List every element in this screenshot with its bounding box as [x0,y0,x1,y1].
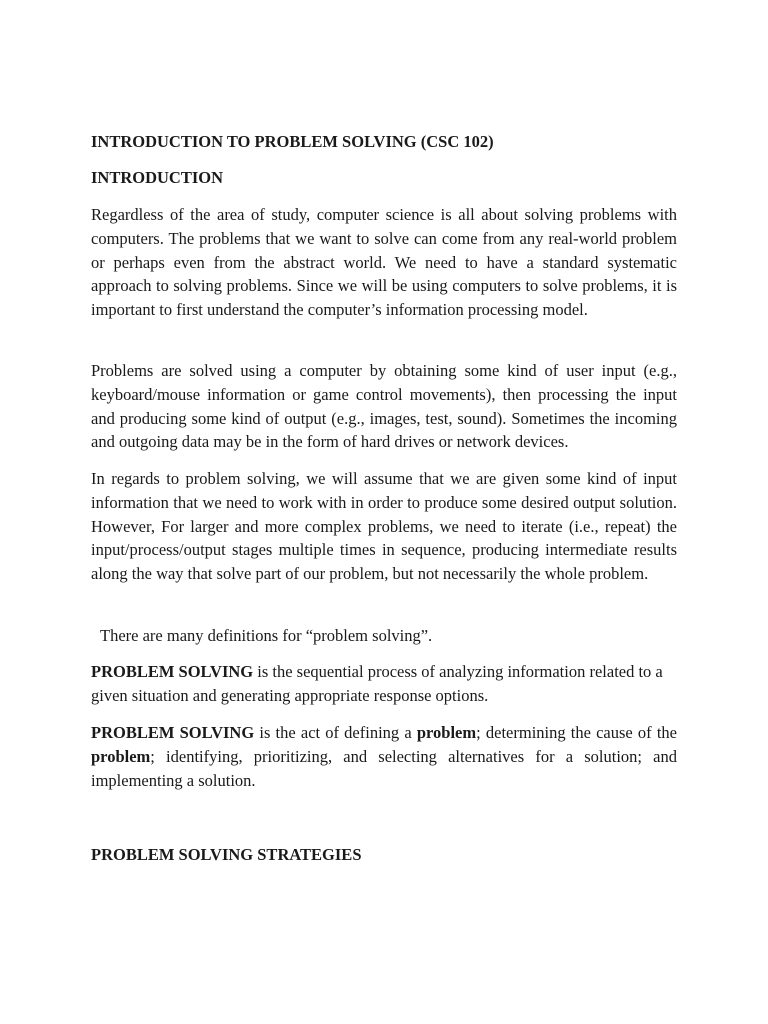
definition-text: ; identifying, prioritizing, and selecting alternatives for a solution; and implementing a solution. [91,746,677,790]
intro-paragraph: Regardless of the area of study, computer science is all about solving problems with computers. The problems that we want to solve can come from any real-world problem or perhaps even from the abstract world. We need to have a standard systematic approach to solving problems. Since we will be using computers to solve problems, it is important to first understand the computer’s information processing model. [91,205,677,320]
definition-paragraph-2 [91,721,677,792]
strategies-heading: PROBLEM SOLVING STRATEGIES [91,845,362,864]
input-output-paragraph: Problems are solved using a computer by obtaining some kind of user input (e.g., keyboard/mouse information or game control movements), then processing the input and producing some kind of output (e.g., images, test, sound). Sometimes the incoming and outgoing data may be in the form of hard drives or network devices. [91,361,677,452]
definition-text: is the sequential process of analyzing information related to a given situation and generating appropriate response options. [91,662,663,705]
definition-paragraph-1 [91,660,677,708]
document-page [91,0,677,1024]
definitions-intro-paragraph: There are many definitions for “problem solving”. [100,626,433,645]
definition-term: PROBLEM SOLVING [91,723,255,742]
introduction-heading: INTRODUCTION [91,168,224,187]
emphasis-problem: problem [91,746,151,766]
definition-text: ; determining the cause of the [476,723,677,742]
definition-term: PROBLEM SOLVING [91,662,254,681]
definition-text: is the act of defining a [254,723,417,742]
document-title: INTRODUCTION TO PROBLEM SOLVING (CSC 102) [91,132,494,151]
emphasis-problem: problem [416,723,477,742]
iteration-paragraph: In regards to problem solving, we will assume that we are given some kind of input information that we need to work with in order to produce some desired output solution. However, For larger and more complex problems, we need to iterate (i.e., repeat) the input/process/output stages multiple times in sequence, producing intermediate results along the way that solve part of our problem, but not necessarily the whole problem. [91,469,677,584]
